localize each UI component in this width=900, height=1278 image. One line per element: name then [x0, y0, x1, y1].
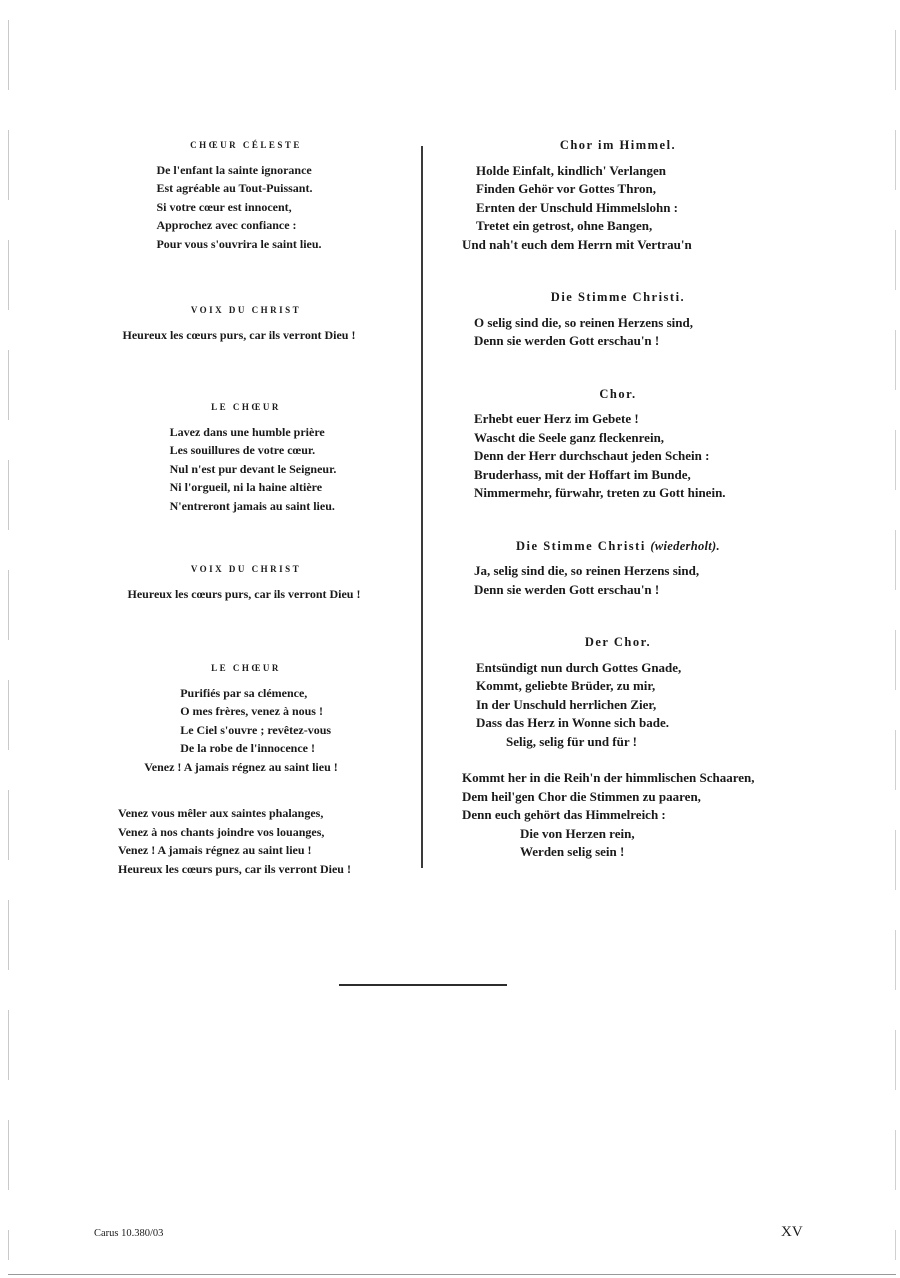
verse-line: Si votre cœur est innocent, [156, 199, 292, 214]
verse-line: Est agréable au Tout-Puissant. [156, 181, 313, 195]
section-choeur-celeste [96, 136, 396, 253]
verse-line: Heureux les cœurs purs, car ils verront Dieu ! [122, 327, 356, 342]
verse-line: Entsündigt nun durch Gottes Gnade, [476, 659, 682, 675]
verse-stimme-christi [458, 314, 808, 351]
verse-line: Denn sie werden Gott erschau'n ! [474, 333, 660, 348]
heading-choeur-celeste: CHŒUR CÉLESTE [190, 140, 302, 150]
verse-finale-de [462, 769, 808, 862]
verse-line: Denn sie werden Gott erschau'n ! [474, 581, 660, 597]
catalog-number: Carus 10.380/03 [94, 1228, 164, 1239]
verse-line: In der Unschuld herrlichen Zier, [476, 696, 657, 712]
verse-line: Tretet ein getrost, ohne Bangen, [476, 218, 653, 233]
verse-chor [458, 410, 808, 503]
verse-line: Ni l'orgueil, ni la haine altière [169, 480, 323, 494]
section-stimme-christi-1 [458, 288, 808, 351]
section-le-choeur-2 [96, 659, 396, 776]
verse-line: Venez ! A jamais régnez au saint lieu ! [144, 759, 338, 774]
verse-voix-du-christ [123, 326, 356, 345]
verse-le-choeur [144, 684, 338, 777]
verse-line: Les souillures de votre cœur. [169, 443, 316, 457]
verse-line: Kommt her in die Reih'n der himmlischen Schaaren, [462, 770, 755, 785]
section-der-chor [458, 633, 808, 751]
verse-choeur-celeste [156, 161, 321, 254]
verse-line: Pour vous s'ouvrira le saint lieu. [156, 236, 322, 251]
verse-line: Holde Einfalt, kindlich' Verlangen [476, 162, 666, 178]
heading-le-choeur: LE CHŒUR [211, 663, 281, 673]
section-finale-de [458, 769, 808, 862]
page-edge-left [8, 20, 9, 1260]
section-voix-du-christ-1 [96, 301, 396, 344]
verse-line: Werden selig sein ! [520, 844, 625, 859]
heading-le-choeur: LE CHŒUR [211, 402, 281, 412]
verse-le-choeur [170, 423, 337, 516]
heading-der-chor: Der Chor. [584, 635, 652, 649]
verse-line: Erhebt euer Herz im Gebete ! [474, 411, 639, 426]
german-column [458, 136, 808, 862]
verse-finale-fr [118, 804, 396, 878]
verse-line: De l'enfant la sainte ignorance [156, 162, 312, 177]
verse-line: Dem heil'gen Chor die Stimmen zu paaren, [462, 788, 701, 804]
section-chor [458, 385, 808, 503]
french-column [96, 136, 396, 878]
verse-line: Denn der Herr durchschaut jeden Schein : [474, 448, 710, 463]
verse-line: Wascht die Seele ganz fleckenrein, [474, 429, 665, 445]
heading-text: Die Stimme Christi [516, 538, 646, 553]
heading-note: (wiederholt). [650, 538, 720, 553]
heading-chor: Chor. [599, 386, 637, 401]
verse-line: Le Ciel s'ouvre ; revêtez-vous [180, 722, 332, 737]
verse-line: Finden Gehör vor Gottes Thron, [476, 181, 656, 196]
heading-voix-du-christ: VOIX DU CHRIST [190, 305, 302, 315]
verse-line: Venez vous mêler aux saintes phalanges, [118, 806, 324, 820]
verse-line: Lavez dans une humble prière [169, 424, 325, 439]
page-number: XV [781, 1224, 803, 1240]
verse-line: Heureux les cœurs purs, car ils verront Dieu ! [127, 586, 361, 601]
page-edge-bottom [8, 1274, 896, 1275]
verse-line: Und nah't euch dem Herrn mit Vertrau'n [462, 236, 692, 252]
verse-line: Nimmermehr, fürwahr, treten zu Gott hinein. [474, 485, 726, 500]
column-divider [421, 146, 423, 868]
verse-line: Kommt, geliebte Brüder, zu mir, [476, 678, 656, 693]
verse-line: Dass das Herz in Wonne sich bade. [476, 715, 669, 730]
section-finale-fr [96, 804, 396, 878]
verse-line: Heureux les cœurs purs, car ils verront Dieu ! [118, 861, 351, 876]
heading-chor-im-himmel: Chor im Himmel. [559, 138, 677, 152]
verse-line: Selig, selig für und für ! [506, 733, 637, 749]
verse-line: O mes frères, venez à nous ! [180, 704, 323, 718]
heading-voix-du-christ: VOIX DU CHRIST [190, 564, 302, 574]
verse-line: Approchez avec confiance : [156, 218, 297, 232]
verse-der-chor [458, 659, 808, 752]
verse-line: Purifiés par sa clémence, [180, 685, 308, 700]
verse-chor-im-himmel [458, 162, 808, 255]
verse-line: Die von Herzen rein, [520, 825, 635, 841]
section-stimme-christi-2 [458, 537, 808, 600]
verse-line: Denn euch gehört das Himmelreich : [462, 807, 666, 822]
verse-line: Bruderhass, mit der Hoffart im Bunde, [474, 466, 691, 482]
verse-stimme-christi [458, 562, 808, 599]
ornamental-rule [339, 984, 507, 986]
page-edge-right [895, 30, 896, 1260]
heading-stimme-christi: Die Stimme Christi. [550, 290, 686, 304]
verse-line: Ja, selig sind die, so reinen Herzens sind, [474, 563, 700, 578]
heading-stimme-christi-wiederholt [458, 537, 808, 556]
verse-line: Ernten der Unschuld Himmelslohn : [476, 199, 679, 215]
verse-line: N'entreront jamais au saint lieu. [169, 498, 335, 513]
section-le-choeur-1 [96, 398, 396, 515]
verse-line: Venez ! A jamais régnez au saint lieu ! [118, 843, 312, 857]
section-chor-im-himmel [458, 136, 808, 254]
verse-line: Venez à nos chants joindre vos louanges, [118, 824, 325, 839]
verse-line: O selig sind die, so reinen Herzens sind, [474, 314, 693, 330]
verse-line: Nul n'est pur devant le Seigneur. [169, 461, 337, 476]
section-voix-du-christ-2 [96, 560, 396, 603]
verse-voix-du-christ [128, 585, 361, 604]
verse-line: De la robe de l'innocence ! [180, 741, 315, 755]
